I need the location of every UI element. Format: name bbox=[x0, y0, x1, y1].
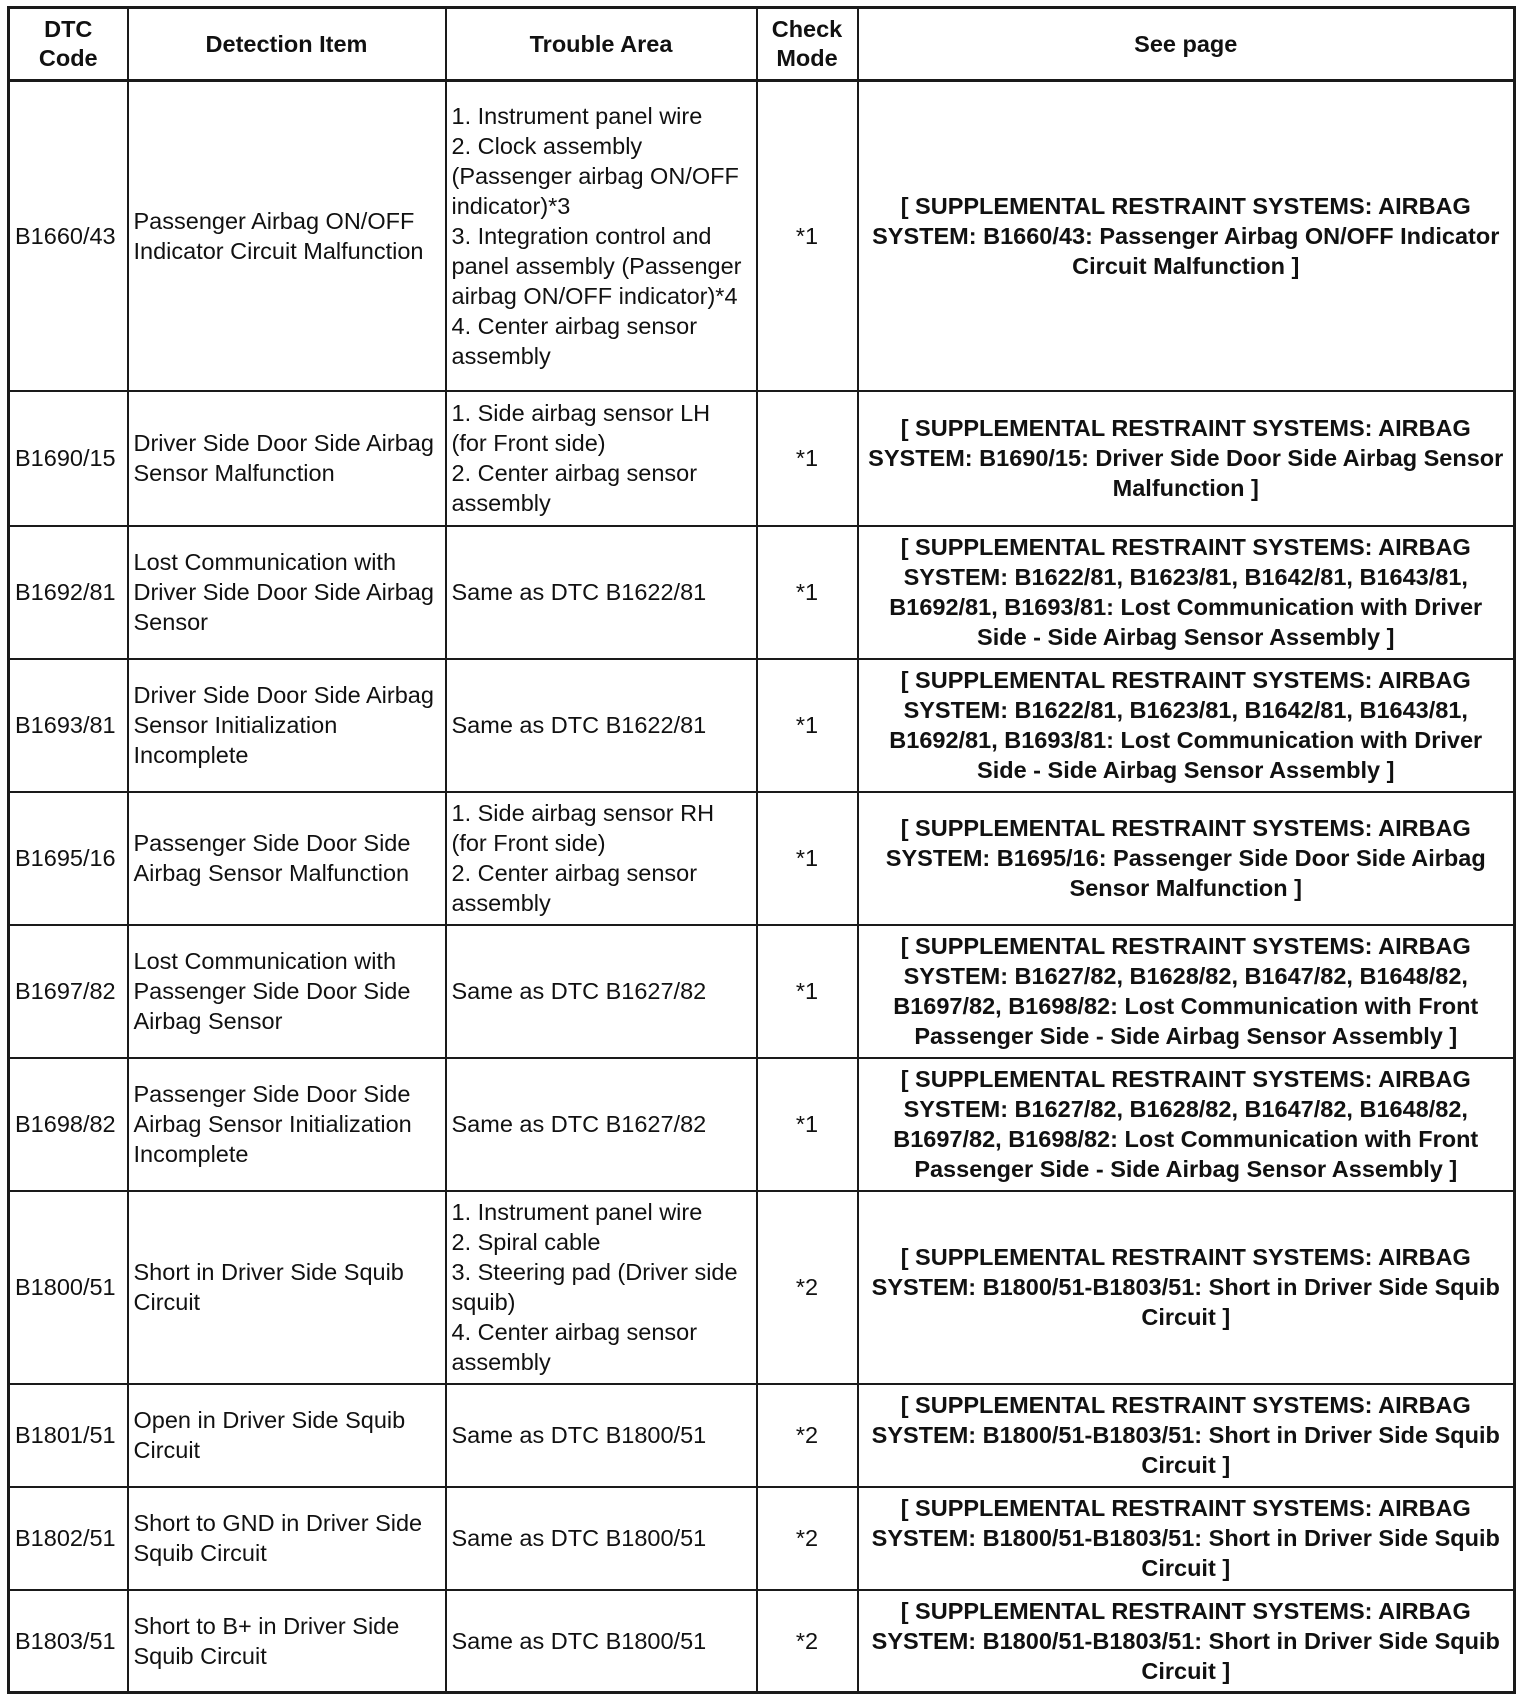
trouble-area-line: 1. Side airbag sensor LH (for Front side) bbox=[451, 400, 711, 456]
trouble-area-line: 2. Clock assembly (Passenger airbag ON/OFF indicator)*3 bbox=[451, 132, 739, 219]
trouble-area-cell bbox=[446, 659, 757, 792]
trouble-area-cell bbox=[446, 391, 757, 526]
table-row bbox=[9, 526, 1515, 659]
detection-item-cell: Lost Communication with Passenger Side Door Side Airbag Sensor bbox=[128, 925, 446, 1058]
check-mode-cell: *1 bbox=[757, 925, 858, 1058]
detection-item-cell: Lost Communication with Driver Side Door Side Airbag Sensor bbox=[128, 526, 446, 659]
trouble-area-cell bbox=[446, 1487, 757, 1590]
trouble-area-line: Same as DTC B1622/81 bbox=[451, 712, 707, 738]
see-page-link[interactable]: [ SUPPLEMENTAL RESTRAINT SYSTEMS: AIRBAG SYSTEM: B1800/51-B1803/51: Short in Driver Side Squib Circuit ] bbox=[858, 1384, 1515, 1487]
detection-item-cell: Driver Side Door Side Airbag Sensor Malfunction bbox=[128, 391, 446, 526]
table-row bbox=[9, 1384, 1515, 1487]
check-mode-cell: *1 bbox=[757, 659, 858, 792]
trouble-area-line: 2. Spiral cable bbox=[451, 1229, 601, 1255]
see-page-link[interactable]: [ SUPPLEMENTAL RESTRAINT SYSTEMS: AIRBAG SYSTEM: B1627/82, B1628/82, B1647/82, B1648/82, B1697/82, B1698/82: Lost Communication with Front Passenger Side - Side Airbag Sensor Assembly ] bbox=[858, 925, 1515, 1058]
check-mode-cell: *1 bbox=[757, 792, 858, 925]
check-mode-cell: *2 bbox=[757, 1590, 858, 1693]
check-mode-cell: *1 bbox=[757, 81, 858, 391]
see-page-link[interactable]: [ SUPPLEMENTAL RESTRAINT SYSTEMS: AIRBAG SYSTEM: B1690/15: Driver Side Door Side Airbag Sensor Malfunction ] bbox=[858, 391, 1515, 526]
dtc-code-cell: B1690/15 bbox=[9, 391, 128, 526]
table-row bbox=[9, 1590, 1515, 1693]
dtc-code-cell: B1803/51 bbox=[9, 1590, 128, 1693]
dtc-code-cell: B1801/51 bbox=[9, 1384, 128, 1487]
trouble-area-line: 3. Integration control and panel assembly (Passenger airbag ON/OFF indicator)*4 bbox=[451, 222, 742, 309]
trouble-area-cell bbox=[446, 1384, 757, 1487]
see-page-link[interactable]: [ SUPPLEMENTAL RESTRAINT SYSTEMS: AIRBAG SYSTEM: B1800/51-B1803/51: Short in Driver Side Squib Circuit ] bbox=[858, 1487, 1515, 1590]
trouble-area-line: Same as DTC B1627/82 bbox=[451, 1111, 707, 1137]
detection-item-cell: Open in Driver Side Squib Circuit bbox=[128, 1384, 446, 1487]
dtc-code-cell: B1660/43 bbox=[9, 81, 128, 391]
see-page-link[interactable]: [ SUPPLEMENTAL RESTRAINT SYSTEMS: AIRBAG SYSTEM: B1622/81, B1623/81, B1642/81, B1643/81, B1692/81, B1693/81: Lost Communication with Driver Side - Side Airbag Sensor Assembly ] bbox=[858, 659, 1515, 792]
detection-item-cell: Driver Side Door Side Airbag Sensor Initialization Incomplete bbox=[128, 659, 446, 792]
see-page-link[interactable]: [ SUPPLEMENTAL RESTRAINT SYSTEMS: AIRBAG SYSTEM: B1627/82, B1628/82, B1647/82, B1648/82, B1697/82, B1698/82: Lost Communication with Front Passenger Side - Side Airbag Sensor Assembly ] bbox=[858, 1058, 1515, 1191]
trouble-area-line: Same as DTC B1627/82 bbox=[451, 978, 707, 1004]
trouble-area-line: 4. Center airbag sensor assembly bbox=[451, 1319, 698, 1375]
table-row bbox=[9, 81, 1515, 391]
trouble-area-line: Same as DTC B1800/51 bbox=[451, 1525, 707, 1551]
header-check-mode: Check Mode bbox=[757, 8, 858, 81]
table-body bbox=[9, 81, 1515, 1693]
detection-item-cell: Passenger Side Door Side Airbag Sensor Malfunction bbox=[128, 792, 446, 925]
see-page-link[interactable]: [ SUPPLEMENTAL RESTRAINT SYSTEMS: AIRBAG SYSTEM: B1695/16: Passenger Side Door Side Airbag Sensor Malfunction ] bbox=[858, 792, 1515, 925]
detection-item-cell: Short to GND in Driver Side Squib Circuit bbox=[128, 1487, 446, 1590]
see-page-link[interactable]: [ SUPPLEMENTAL RESTRAINT SYSTEMS: AIRBAG SYSTEM: B1622/81, B1623/81, B1642/81, B1643/81, B1692/81, B1693/81: Lost Communication with Driver Side - Side Airbag Sensor Assembly ] bbox=[858, 526, 1515, 659]
dtc-code-cell: B1800/51 bbox=[9, 1191, 128, 1384]
see-page-link[interactable]: [ SUPPLEMENTAL RESTRAINT SYSTEMS: AIRBAG SYSTEM: B1660/43: Passenger Airbag ON/OFF Indicator Circuit Malfunction ] bbox=[858, 81, 1515, 391]
trouble-area-line: 1. Instrument panel wire bbox=[451, 102, 703, 129]
header-dtc-code: DTC Code bbox=[9, 8, 128, 81]
trouble-area-line: 1. Side airbag sensor RH (for Front side) bbox=[451, 800, 715, 856]
trouble-area-cell bbox=[446, 1191, 757, 1384]
trouble-area-cell bbox=[446, 1590, 757, 1693]
table-row bbox=[9, 1487, 1515, 1590]
trouble-area-line: 2. Center airbag sensor assembly bbox=[451, 460, 698, 516]
table-row bbox=[9, 659, 1515, 792]
see-page-link[interactable]: [ SUPPLEMENTAL RESTRAINT SYSTEMS: AIRBAG SYSTEM: B1800/51-B1803/51: Short in Driver Side Squib Circuit ] bbox=[858, 1191, 1515, 1384]
check-mode-cell: *1 bbox=[757, 1058, 858, 1191]
check-mode-cell: *2 bbox=[757, 1191, 858, 1384]
dtc-code-cell: B1692/81 bbox=[9, 526, 128, 659]
trouble-area-line: 3. Steering pad (Driver side squib) bbox=[451, 1259, 738, 1315]
header-trouble-area: Trouble Area bbox=[446, 8, 757, 81]
table-row bbox=[9, 792, 1515, 925]
check-mode-cell: *1 bbox=[757, 526, 858, 659]
detection-item-cell: Passenger Side Door Side Airbag Sensor Initialization Incomplete bbox=[128, 1058, 446, 1191]
header-row bbox=[9, 8, 1515, 81]
trouble-area-cell bbox=[446, 81, 757, 391]
dtc-code-cell: B1695/16 bbox=[9, 792, 128, 925]
trouble-area-line: 2. Center airbag sensor assembly bbox=[451, 860, 698, 916]
dtc-table bbox=[7, 6, 1516, 1694]
dtc-code-cell: B1697/82 bbox=[9, 925, 128, 1058]
dtc-code-cell: B1802/51 bbox=[9, 1487, 128, 1590]
trouble-area-cell bbox=[446, 1058, 757, 1191]
detection-item-cell: Passenger Airbag ON/OFF Indicator Circuit Malfunction bbox=[128, 81, 446, 391]
check-mode-cell: *2 bbox=[757, 1487, 858, 1590]
dtc-table-container bbox=[7, 6, 1513, 1694]
dtc-code-cell: B1693/81 bbox=[9, 659, 128, 792]
detection-item-cell: Short in Driver Side Squib Circuit bbox=[128, 1191, 446, 1384]
trouble-area-line: Same as DTC B1622/81 bbox=[451, 579, 707, 605]
check-mode-cell: *1 bbox=[757, 391, 858, 526]
header-see-page: See page bbox=[858, 8, 1515, 81]
table-row bbox=[9, 391, 1515, 526]
dtc-code-cell: B1698/82 bbox=[9, 1058, 128, 1191]
check-mode-cell: *2 bbox=[757, 1384, 858, 1487]
table-row bbox=[9, 925, 1515, 1058]
trouble-area-cell bbox=[446, 925, 757, 1058]
trouble-area-line: 1. Instrument panel wire bbox=[451, 1199, 703, 1225]
trouble-area-line: 4. Center airbag sensor assembly bbox=[451, 312, 698, 369]
header-detection-item: Detection Item bbox=[128, 8, 446, 81]
detection-item-cell: Short to B+ in Driver Side Squib Circuit bbox=[128, 1590, 446, 1693]
trouble-area-cell bbox=[446, 792, 757, 925]
trouble-area-line: Same as DTC B1800/51 bbox=[451, 1422, 707, 1448]
see-page-link[interactable]: [ SUPPLEMENTAL RESTRAINT SYSTEMS: AIRBAG SYSTEM: B1800/51-B1803/51: Short in Driver Side Squib Circuit ] bbox=[858, 1590, 1515, 1693]
table-row bbox=[9, 1191, 1515, 1384]
trouble-area-cell bbox=[446, 526, 757, 659]
trouble-area-line: Same as DTC B1800/51 bbox=[451, 1627, 707, 1654]
table-row bbox=[9, 1058, 1515, 1191]
